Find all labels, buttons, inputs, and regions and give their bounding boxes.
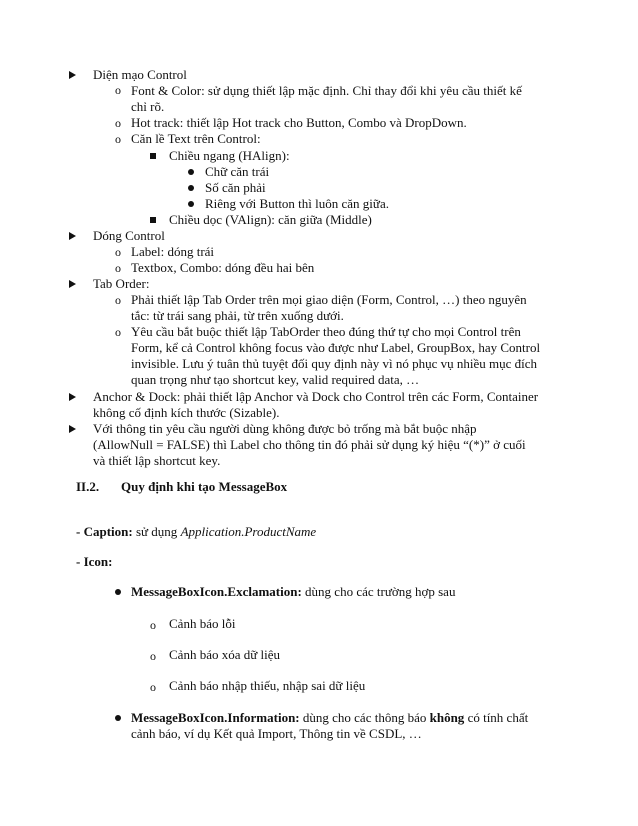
- disc-bullet-icon: [188, 201, 194, 207]
- list-item-text: Chiều dọc (VAlign): căn giữa (Middle): [169, 212, 372, 227]
- exclamation-desc: dùng cho các trường hợp sau: [301, 584, 456, 599]
- circle-bullet-icon: o: [150, 618, 156, 632]
- caption-text: sử dụng: [132, 524, 181, 539]
- disc-bullet-icon: [115, 715, 121, 721]
- list-item-text: chỉ rõ.: [131, 99, 165, 114]
- caption-value: Application.ProductName: [180, 524, 317, 539]
- list-item-text: Dóng Control: [93, 228, 165, 243]
- square-bullet-icon: [150, 217, 156, 223]
- list-item-text: không cố định kích thước (Sizable).: [93, 405, 280, 420]
- list-item-text: Số căn phải: [205, 180, 266, 195]
- section-heading: Quy định khi tạo MessageBox: [121, 479, 288, 494]
- list-item-text: Cảnh báo xóa dữ liệu: [169, 647, 281, 662]
- circle-bullet-icon: o: [150, 649, 156, 663]
- list-item-text: Diện mạo Control: [93, 67, 187, 82]
- section-number: II.2.: [76, 479, 100, 494]
- information-emphasis: không: [429, 710, 465, 725]
- list-item-text: Tab Order:: [93, 276, 150, 291]
- list-item-text: Hot track: thiết lập Hot track cho Button, Combo và DropDown.: [131, 115, 467, 130]
- list-item-text: Riêng với Button thì luôn căn giữa.: [205, 196, 389, 211]
- information-term: MessageBoxIcon.Information:: [131, 710, 300, 725]
- list-item-text: invisible. Lưu ý tuân thủ tuyệt đối quy định này vì nó phục vụ nhiều mục đích: [131, 356, 538, 371]
- list-item-exclamation: [131, 584, 455, 600]
- arrow-bullet-icon: [69, 393, 76, 401]
- list-item-text: Font & Color: sử dụng thiết lập mặc định. Chỉ thay đổi khi yêu cầu thiết kế: [131, 83, 522, 98]
- list-item-text: quan trọng như tạo shortcut key, valid required data, …: [131, 372, 420, 387]
- exclamation-term: MessageBoxIcon.Exclamation:: [131, 584, 302, 599]
- arrow-bullet-icon: [69, 232, 76, 240]
- list-item-text: Chữ căn trái: [205, 164, 270, 179]
- circle-bullet-icon: o: [115, 83, 121, 97]
- square-bullet-icon: [150, 153, 156, 159]
- circle-bullet-icon: o: [115, 132, 121, 146]
- list-item-text: cảnh báo, ví dụ Kết quả Import, Thông tin về CSDL, …: [131, 726, 422, 741]
- list-item-text: Phải thiết lập Tab Order trên mọi giao diện (Form, Control, …) theo nguyên: [131, 292, 527, 307]
- list-item-text: Căn lề Text trên Control:: [131, 131, 261, 146]
- caption-label: - Caption:: [76, 524, 133, 539]
- circle-bullet-icon: o: [115, 293, 121, 307]
- disc-bullet-icon: [188, 169, 194, 175]
- list-item-text: tắc: từ trái sang phải, từ trên xuống dưới.: [131, 308, 344, 323]
- caption-line: [76, 524, 316, 540]
- information-desc: dùng cho các thông báo: [299, 710, 430, 725]
- circle-bullet-icon: o: [115, 245, 121, 259]
- list-item-text: Anchor & Dock: phải thiết lập Anchor và Dock cho Control trên các Form, Container: [93, 389, 539, 404]
- arrow-bullet-icon: [69, 280, 76, 288]
- list-item-information: [131, 710, 528, 726]
- circle-bullet-icon: o: [115, 325, 121, 339]
- circle-bullet-icon: o: [150, 680, 156, 694]
- list-item-text: và thiết lập shortcut key.: [93, 453, 221, 468]
- list-item-text: Yêu cầu bắt buộc thiết lập TabOrder theo đúng thứ tự cho mọi Control trên: [131, 324, 521, 339]
- disc-bullet-icon: [115, 589, 121, 595]
- circle-bullet-icon: o: [115, 261, 121, 275]
- list-item-text: Form, kể cả Control không focus vào được như Label, GroupBox, hay Control: [131, 340, 541, 355]
- arrow-bullet-icon: [69, 71, 76, 79]
- information-desc-end: có tính chất: [464, 710, 529, 725]
- icon-label: - Icon:: [76, 554, 113, 569]
- list-item-text: Textbox, Combo: dóng đều hai bên: [131, 260, 315, 275]
- list-item-text: Cảnh báo lỗi: [169, 616, 236, 631]
- arrow-bullet-icon: [69, 425, 76, 433]
- list-item-text: (AllowNull = FALSE) thì Label cho thông tin đó phải sử dụng ký hiệu “(*)” ở cuối: [93, 437, 526, 452]
- list-item-text: Label: dóng trái: [131, 244, 215, 259]
- list-item-text: Cảnh báo nhập thiếu, nhập sai dữ liệu: [169, 678, 366, 693]
- disc-bullet-icon: [188, 185, 194, 191]
- list-item-text: Với thông tin yêu cầu người dùng không được bỏ trống mà bắt buộc nhập: [93, 421, 477, 436]
- circle-bullet-icon: o: [115, 116, 121, 130]
- list-item-text: Chiều ngang (HAlign):: [169, 148, 290, 163]
